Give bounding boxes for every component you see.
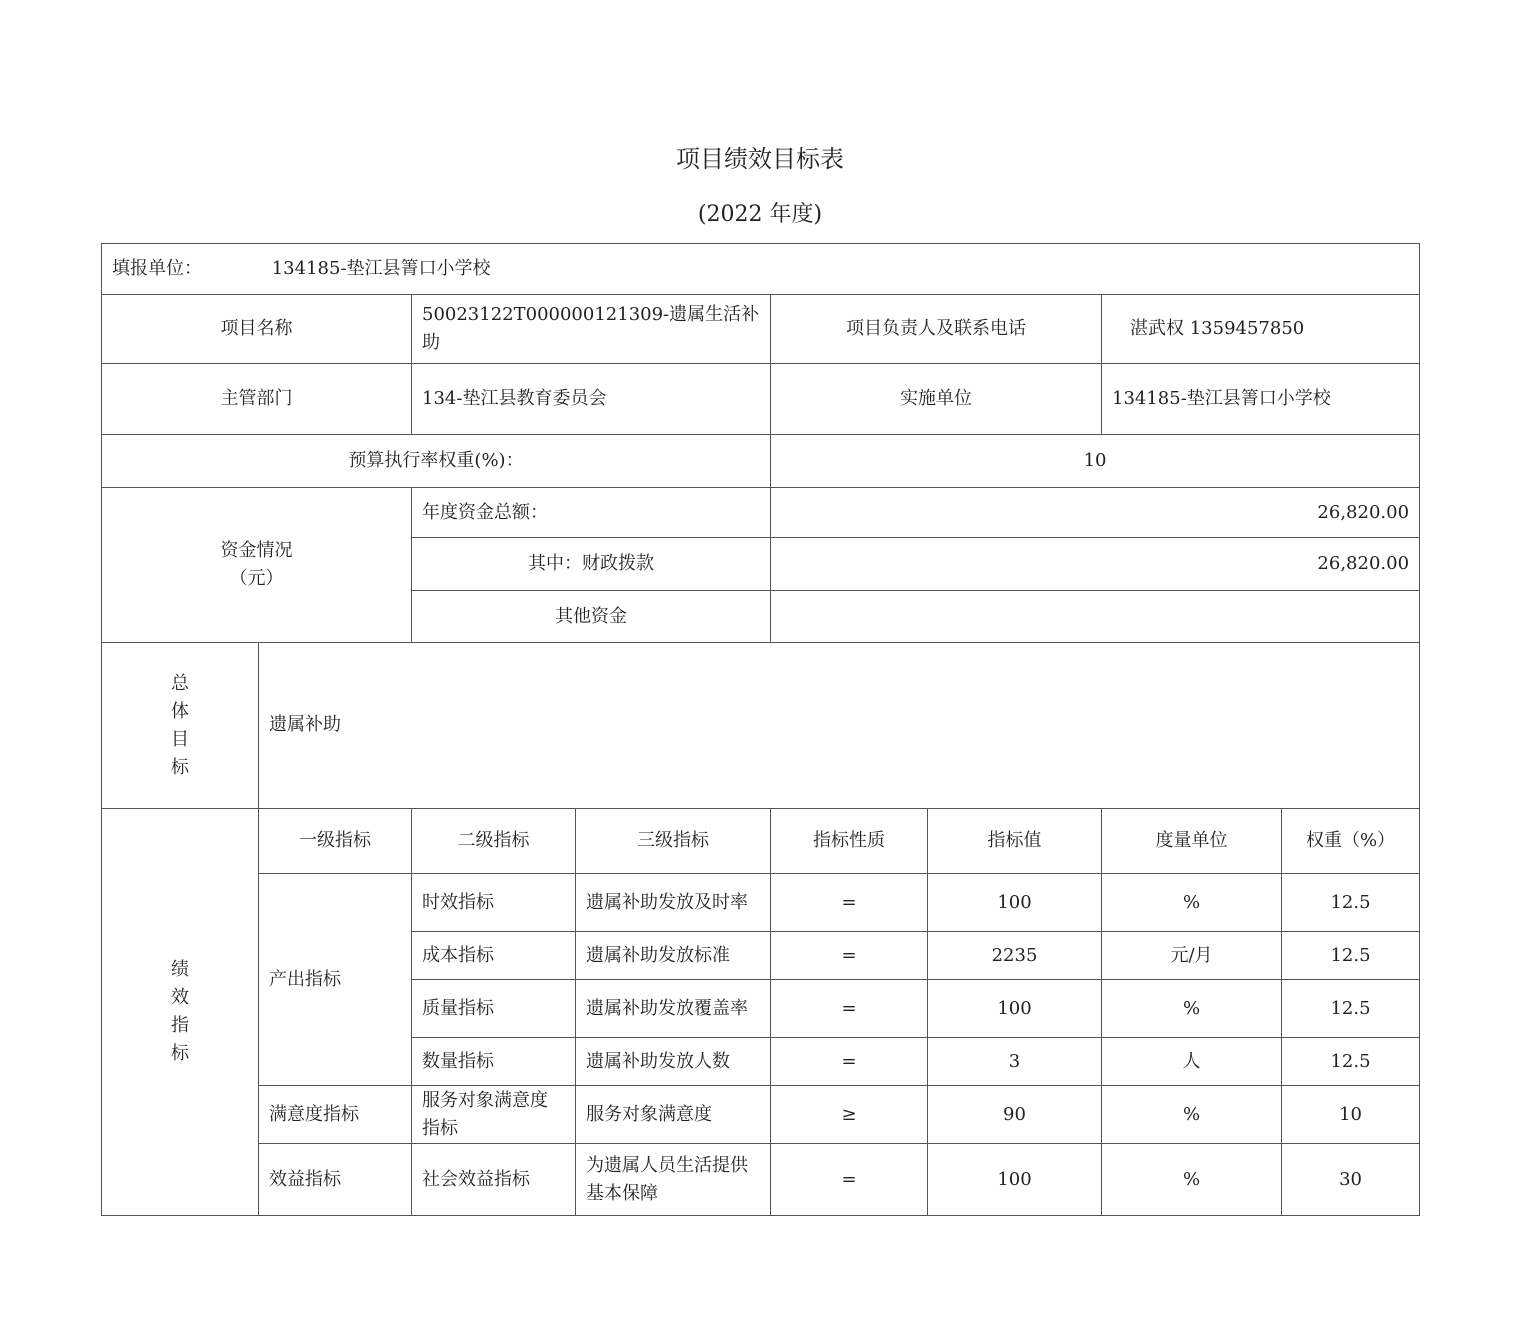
header-value: 指标值 [928, 809, 1102, 874]
budget-weight-label: 预算执行率权重(%)： [102, 435, 771, 488]
filing-unit-value: 134185-垫江县箐口小学校 [271, 258, 491, 279]
implementing-unit-label: 实施单位 [771, 364, 1102, 435]
satisfaction-weight: 10 [1282, 1086, 1420, 1144]
fiscal-allocation-label: 其中：财政拨款 [412, 538, 771, 591]
table-row [102, 1144, 1420, 1216]
fiscal-allocation-value: 26,820.00 [771, 538, 1420, 591]
satisfaction-value: 90 [928, 1086, 1102, 1144]
page-subtitle-year: (2022 年度) [697, 202, 823, 227]
overall-goal-label-cell [102, 643, 259, 809]
table-row [102, 1086, 1420, 1144]
page-title: 项目绩效目标表 [676, 145, 844, 173]
department-value: 134-垫江县教育委员会 [412, 364, 771, 435]
funds-label-text: 资金情况 [220, 540, 293, 561]
header-level2: 二级指标 [412, 809, 576, 874]
project-name-value: 50023122T000000121309-遗属生活补助 [412, 295, 771, 364]
row2-value: 2235 [928, 932, 1102, 980]
header-level3: 三级指标 [576, 809, 771, 874]
row3-nature: = [771, 980, 928, 1038]
row4-weight: 12.5 [1282, 1038, 1420, 1086]
row3-value: 100 [928, 980, 1102, 1038]
row3-level3: 遗属补助发放覆盖率 [576, 980, 771, 1038]
row2-unit: 元/月 [1102, 932, 1282, 980]
row1-nature: = [771, 874, 928, 932]
header-nature: 指标性质 [771, 809, 928, 874]
benefit-value: 100 [928, 1144, 1102, 1216]
row3-level2: 质量指标 [412, 980, 576, 1038]
overall-goal-value: 遗属补助 [259, 643, 1420, 809]
benefit-level1: 效益指标 [259, 1144, 412, 1216]
satisfaction-unit: % [1102, 1086, 1282, 1144]
annual-funds-total-label: 年度资金总额： [412, 488, 771, 538]
row4-nature: = [771, 1038, 928, 1086]
project-owner-label: 项目负责人及联系电话 [771, 295, 1102, 364]
benefit-weight: 30 [1282, 1144, 1420, 1216]
header-weight: 权重（%） [1282, 809, 1420, 874]
row3-unit: % [1102, 980, 1282, 1038]
benefit-level2: 社会效益指标 [412, 1144, 576, 1216]
project-owner-value: 湛武权 1359457850 [1102, 295, 1420, 364]
indicators-label: 绩效指标 [171, 959, 189, 1064]
benefit-unit: % [1102, 1144, 1282, 1216]
project-name-label: 项目名称 [102, 295, 412, 364]
filing-unit-label: 填报单位： [112, 258, 202, 279]
row1-level2: 时效指标 [412, 874, 576, 932]
output-indicator-label: 产出指标 [259, 874, 412, 1086]
implementing-unit-value: 134185-垫江县箐口小学校 [1102, 364, 1420, 435]
satisfaction-level2: 服务对象满意度指标 [412, 1086, 576, 1144]
row2-level3: 遗属补助发放标准 [576, 932, 771, 980]
indicators-label-cell [102, 809, 259, 1216]
budget-weight-value: 10 [771, 435, 1420, 488]
row3-weight: 12.5 [1282, 980, 1420, 1038]
row2-level2: 成本指标 [412, 932, 576, 980]
satisfaction-level1: 满意度指标 [259, 1086, 412, 1144]
table-row [102, 874, 1420, 932]
benefit-level3: 为遗属人员生活提供基本保障 [576, 1144, 771, 1216]
row4-level2: 数量指标 [412, 1038, 576, 1086]
satisfaction-nature: ≥ [771, 1086, 928, 1144]
row1-unit: % [1102, 874, 1282, 932]
department-label: 主管部门 [102, 364, 412, 435]
row1-weight: 12.5 [1282, 874, 1420, 932]
header-unit: 度量单位 [1102, 809, 1282, 874]
other-funds-label: 其他资金 [412, 591, 771, 643]
row4-unit: 人 [1102, 1038, 1282, 1086]
other-funds-value [771, 591, 1420, 643]
row4-value: 3 [928, 1038, 1102, 1086]
row2-nature: = [771, 932, 928, 980]
row1-level3: 遗属补助发放及时率 [576, 874, 771, 932]
row4-level3: 遗属补助发放人数 [576, 1038, 771, 1086]
row2-weight: 12.5 [1282, 932, 1420, 980]
overall-goal-label: 总体目标 [171, 672, 189, 778]
funds-label [102, 488, 412, 643]
funds-unit-text: （元） [229, 568, 284, 589]
benefit-nature: = [771, 1144, 928, 1216]
header-level1: 一级指标 [259, 809, 412, 874]
row1-value: 100 [928, 874, 1102, 932]
performance-target-table [101, 243, 1420, 1216]
filing-unit-row [102, 244, 1420, 295]
satisfaction-level3: 服务对象满意度 [576, 1086, 771, 1144]
annual-funds-total-value: 26,820.00 [771, 488, 1420, 538]
